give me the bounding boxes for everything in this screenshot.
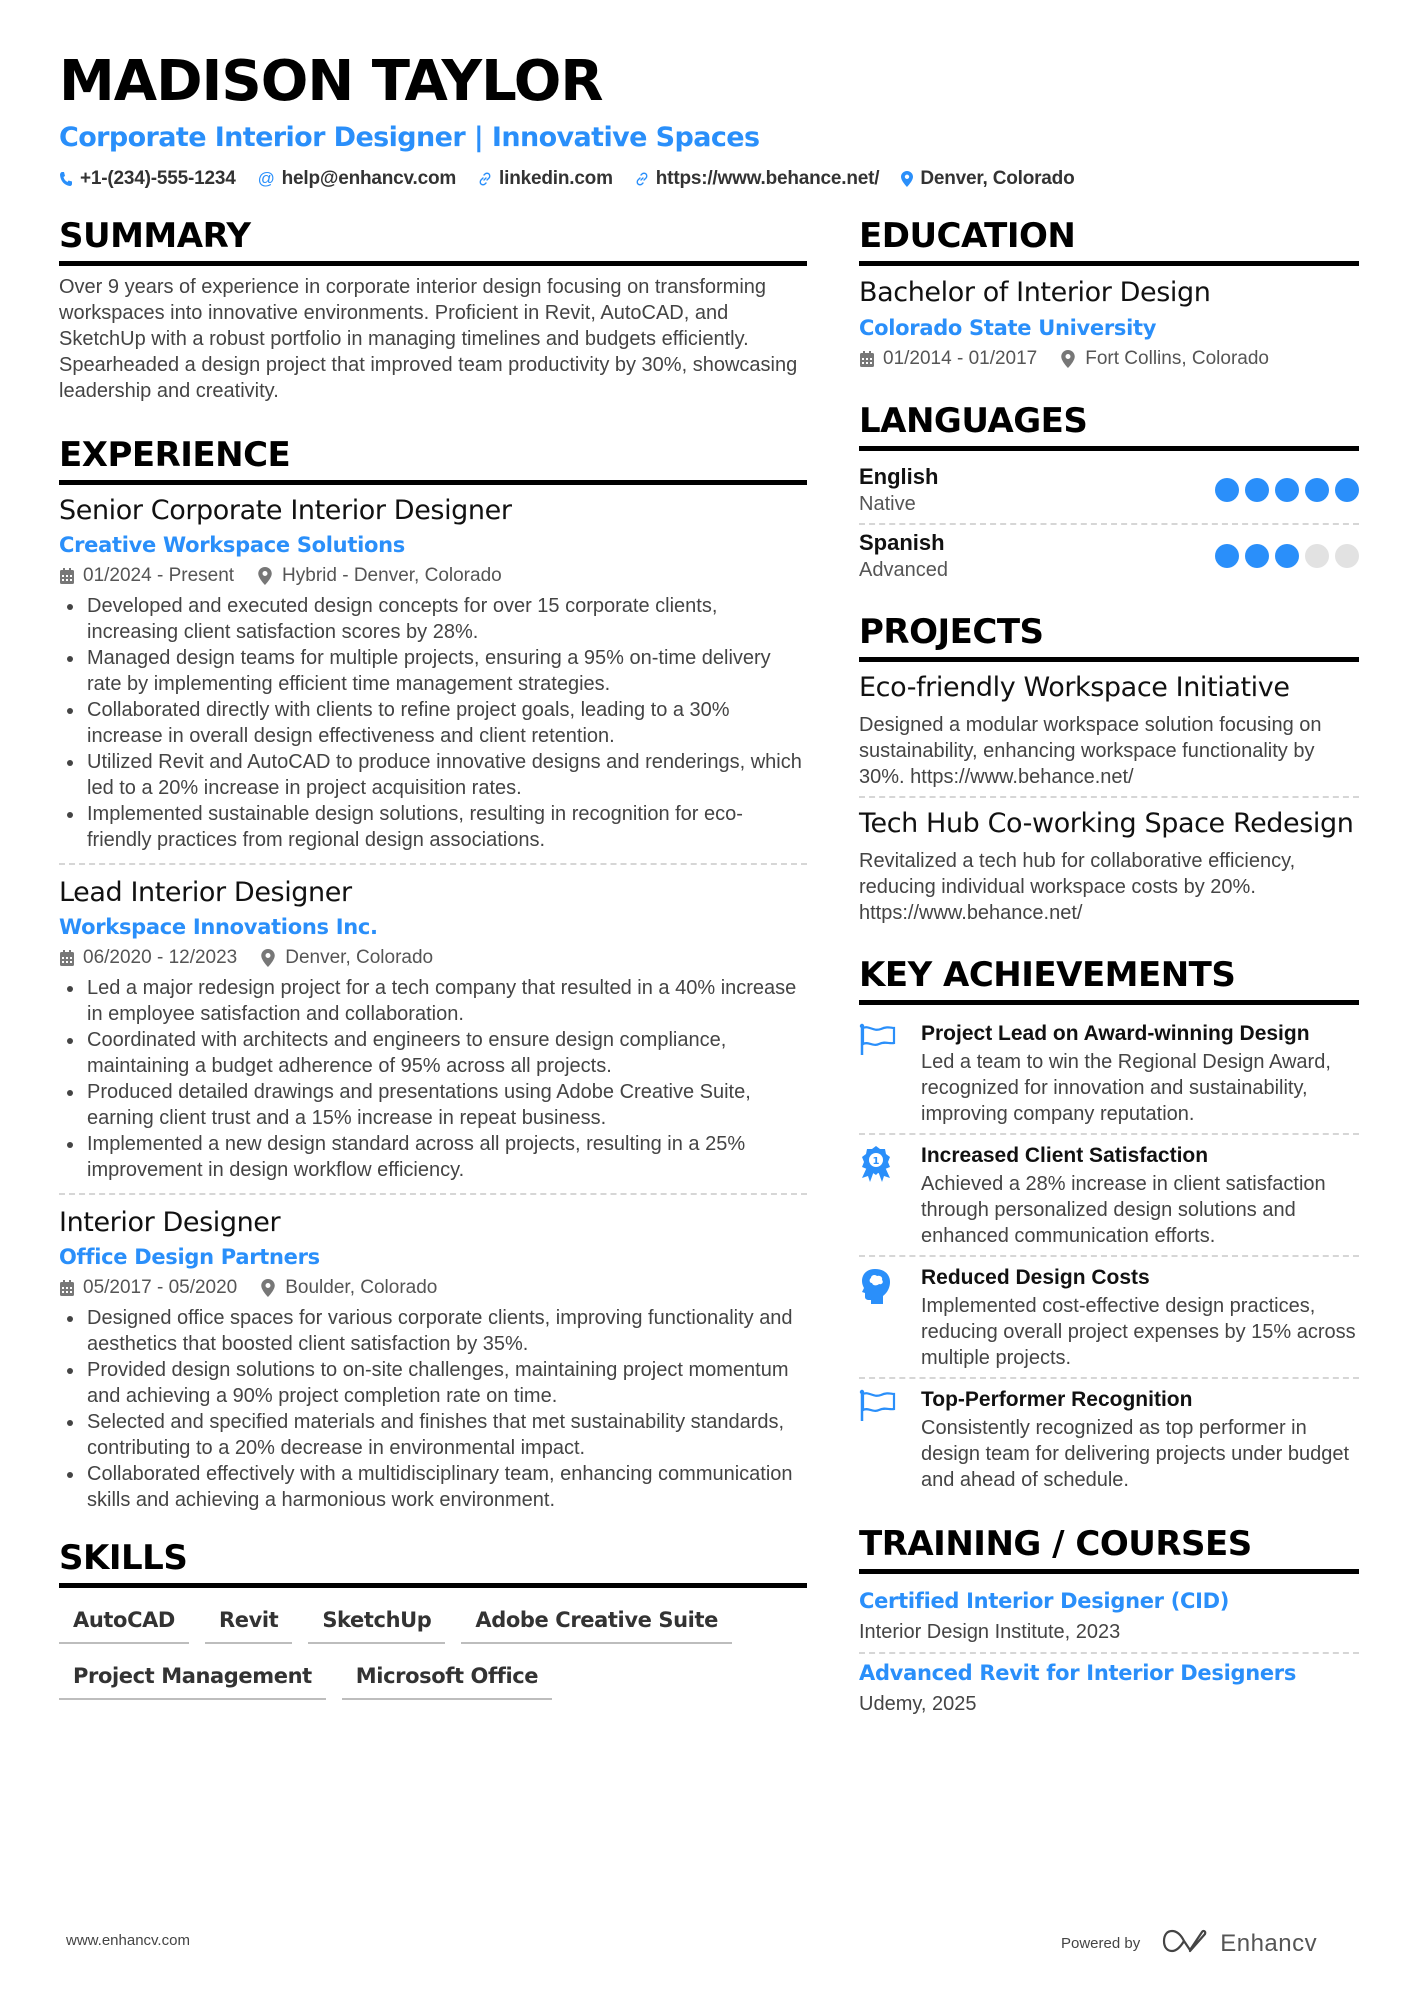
achievement-title: Top-Performer Recognition — [921, 1388, 1193, 1411]
job-bullet: Produced detailed drawings and presentations using Adobe Creative Suite, earning client trust and a 15% increase in repeat business. — [59, 1079, 807, 1131]
achievement-title: Reduced Design Costs — [921, 1266, 1150, 1289]
achievement-item — [859, 1135, 1359, 1257]
resume-header — [59, 48, 1359, 190]
project-item — [859, 806, 1359, 932]
job-bullet: Selected and specified materials and finishes that met sustainability standards, contributing to a 20% decrease in environmental impact. — [59, 1409, 807, 1461]
section-title-projects: PROJECTS — [859, 611, 1359, 662]
contact-row — [59, 168, 1359, 190]
job-meta — [59, 943, 807, 973]
phone-icon — [59, 171, 73, 187]
link-icon — [478, 172, 492, 186]
calendar-icon — [59, 567, 75, 585]
summary-section — [59, 215, 807, 404]
job-bullet: Implemented a new design standard across all projects, resulting in a 25% improvement in design workflow efficiency. — [59, 1131, 807, 1183]
job-location — [261, 943, 433, 973]
project-description: Designed a modular workspace solution focusing on sustainability, enhancing workspace functionality by 30%. https://www.behance.net/ — [859, 714, 1322, 788]
location-pin-icon — [901, 171, 913, 187]
course-item — [859, 1654, 1359, 1724]
language-rating — [1215, 478, 1359, 502]
job-bullet: Developed and executed design concepts for over 15 corporate clients, increasing client satisfaction scores by 28%. — [59, 593, 807, 645]
calendar-icon — [59, 949, 75, 967]
company-name: Creative Workspace Solutions — [59, 533, 405, 557]
achievement-description: Led a team to win the Regional Design Award, recognized for innovation and sustainability, improving company reputation. — [921, 1051, 1331, 1125]
job-dates — [59, 943, 237, 973]
rating-dot-filled — [1275, 544, 1299, 568]
job-bullet: Designed office spaces for various corporate clients, improving functionality and aesthetics that boosted client satisfaction by 35%. — [59, 1305, 807, 1357]
language-item — [859, 525, 1359, 589]
section-title-summary: SUMMARY — [59, 215, 807, 266]
job-bullets — [59, 1305, 807, 1513]
job-location-text: Denver, Colorado — [285, 947, 434, 968]
job-bullet: Managed design teams for multiple projects, ensuring a 95% on-time delivery rate by implementing efficient time management strategies. — [59, 645, 807, 697]
project-item — [859, 670, 1359, 798]
education-location-text: Fort Collins, Colorado — [1085, 348, 1269, 369]
achievement-title: Increased Client Satisfaction — [921, 1144, 1209, 1167]
job-dates — [59, 1273, 237, 1303]
job-title: Lead Interior Designer — [59, 877, 352, 908]
languages-section — [859, 400, 1359, 589]
location-pin-icon — [261, 1279, 277, 1297]
section-title-education: EDUCATION — [859, 215, 1359, 266]
job-title: Interior Designer — [59, 1207, 281, 1238]
section-title-achievements: KEY ACHIEVEMENTS — [859, 954, 1359, 1005]
contact-phone[interactable] — [59, 168, 236, 190]
calendar-icon — [859, 350, 875, 368]
infinity-heart-logo-icon — [1162, 1928, 1208, 1959]
experience-entry — [59, 1205, 807, 1523]
summary-text: Over 9 years of experience in corporate interior design focusing on transforming workspaces into innovative environments. Proficient in Revit, AutoCAD, and SketchUp with a robust portfolio in managing timelines and budgets efficiently. Spearheaded a design project that improved team productivity by 30%, showcasing leadership and creativity. — [59, 276, 798, 402]
job-location — [258, 561, 502, 591]
skill-tag: Adobe Creative Suite — [461, 1602, 732, 1644]
job-meta — [59, 561, 807, 591]
rating-dot-filled — [1215, 544, 1239, 568]
footer-branding — [1061, 1928, 1317, 1959]
course-provider: Interior Design Institute, 2023 — [859, 1621, 1121, 1643]
education-section — [859, 215, 1359, 374]
contact-phone-text: +1-(234)-555-1234 — [80, 168, 236, 189]
project-title: Tech Hub Co-working Space Redesign — [859, 808, 1354, 839]
job-bullet: Collaborated directly with clients to refine project goals, leading to a 30% increase in overall design effectiveness and client retention. — [59, 697, 807, 749]
rating-dot-filled — [1215, 478, 1239, 502]
language-item — [859, 459, 1359, 525]
job-bullets — [59, 975, 807, 1183]
footer-website-link[interactable]: www.enhancv.com — [66, 1932, 190, 1949]
section-title-experience: EXPERIENCE — [59, 434, 807, 485]
degree-title: Bachelor of Interior Design — [859, 277, 1211, 308]
award-ribbon-icon — [859, 1141, 899, 1249]
job-dates-text: 05/2017 - 05/2020 — [83, 1277, 238, 1298]
language-name: English — [859, 464, 939, 489]
contact-email[interactable] — [258, 168, 456, 190]
section-title-languages: LANGUAGES — [859, 400, 1359, 451]
job-location-text: Hybrid - Denver, Colorado — [282, 565, 502, 586]
contact-linkedin-text: linkedin.com — [499, 168, 613, 189]
language-name: Spanish — [859, 530, 945, 555]
language-rating — [1215, 544, 1359, 568]
experience-section — [59, 434, 807, 1523]
powered-by-label: Powered by — [1061, 1935, 1141, 1952]
skill-tag: Project Management — [59, 1658, 326, 1700]
location-pin-icon — [1061, 350, 1077, 368]
job-bullet: Led a major redesign project for a tech company that resulted in a 40% increase in employee satisfaction and collaboration. — [59, 975, 807, 1027]
skill-tag: Microsoft Office — [342, 1658, 552, 1700]
achievement-item — [859, 1379, 1359, 1499]
education-meta — [859, 344, 1359, 374]
job-bullet: Utilized Revit and AutoCAD to produce innovative designs and renderings, which led to a 20% increase in project acquisition rates. — [59, 749, 807, 801]
head-brain-icon — [859, 1263, 899, 1371]
contact-email-text: help@enhancv.com — [281, 168, 457, 189]
company-name: Workspace Innovations Inc. — [59, 915, 378, 939]
training-section — [859, 1523, 1359, 1724]
course-title: Certified Interior Designer (CID) — [859, 1589, 1230, 1613]
achievement-item — [859, 1257, 1359, 1379]
experience-entry — [59, 493, 807, 865]
project-description: Revitalized a tech hub for collaborative efficiency, reducing individual workspace costs by 20%. https://www.behance.net/ — [859, 850, 1296, 924]
contact-location-text: Denver, Colorado — [920, 168, 1075, 189]
job-bullet: Coordinated with architects and engineers to ensure design compliance, maintaining a budget adherence of 95% across all projects. — [59, 1027, 807, 1079]
right-column — [859, 215, 1359, 1724]
job-dates — [59, 561, 234, 591]
svg-text:1: 1 — [872, 1156, 880, 1167]
contact-linkedin[interactable] — [478, 168, 613, 190]
job-bullet: Collaborated effectively with a multidisciplinary team, enhancing communication skills and achieving a harmonious work environment. — [59, 1461, 807, 1513]
achievements-section — [859, 954, 1359, 1499]
brand-name: Enhancv — [1220, 1929, 1318, 1957]
job-location — [261, 1273, 437, 1303]
job-meta — [59, 1273, 807, 1303]
flag-icon — [859, 1019, 899, 1127]
section-title-training: TRAINING / COURSES — [859, 1523, 1359, 1574]
company-name: Office Design Partners — [59, 1245, 320, 1269]
rating-dot-filled — [1335, 478, 1359, 502]
education-dates — [859, 344, 1037, 374]
contact-portfolio[interactable] — [635, 168, 880, 190]
language-level: Native — [859, 493, 916, 515]
candidate-name: MADISON TAYLOR — [59, 49, 603, 114]
education-dates-text: 01/2014 - 01/2017 — [883, 348, 1038, 369]
location-pin-icon — [258, 567, 274, 585]
achievement-description: Consistently recognized as top performer in design team for delivering projects under budget and ahead of schedule. — [921, 1417, 1350, 1491]
achievement-description: Implemented cost-effective design practices, reducing overall project expenses by 15% across multiple projects. — [921, 1295, 1356, 1369]
skills-section — [59, 1537, 807, 1700]
location-pin-icon — [261, 949, 277, 967]
contact-location — [901, 168, 1074, 190]
language-level: Advanced — [859, 559, 948, 581]
job-bullet: Provided design solutions to on-site challenges, maintaining project momentum and achieving a 90% project completion rate on time. — [59, 1357, 807, 1409]
school-name: Colorado State University — [859, 316, 1157, 340]
achievement-description: Achieved a 28% increase in client satisfaction through personalized design solutions and enhanced communication efforts. — [921, 1173, 1326, 1247]
section-title-skills: SKILLS — [59, 1537, 807, 1588]
rating-dot-filled — [1305, 478, 1329, 502]
contact-portfolio-text: https://www.behance.net/ — [655, 168, 880, 189]
job-bullets — [59, 593, 807, 853]
rating-dot-filled — [1245, 544, 1269, 568]
rating-dot-filled — [1245, 478, 1269, 502]
rating-dot-empty — [1335, 544, 1359, 568]
candidate-tagline: Corporate Interior Designer | Innovative Spaces — [59, 122, 760, 153]
skill-tag: Revit — [205, 1602, 292, 1644]
achievement-title: Project Lead on Award-winning Design — [921, 1022, 1310, 1045]
skills-list — [59, 1602, 807, 1700]
flag-icon — [859, 1385, 899, 1493]
projects-section — [859, 611, 1359, 932]
link-icon — [635, 172, 649, 186]
job-dates-text: 01/2024 - Present — [83, 565, 235, 586]
education-location — [1061, 344, 1269, 374]
job-title: Senior Corporate Interior Designer — [59, 495, 512, 526]
course-item — [859, 1582, 1359, 1654]
experience-entry — [59, 875, 807, 1195]
course-provider: Udemy, 2025 — [859, 1693, 977, 1715]
skill-tag: AutoCAD — [59, 1602, 189, 1644]
job-dates-text: 06/2020 - 12/2023 — [83, 947, 238, 968]
project-title: Eco-friendly Workspace Initiative — [859, 672, 1290, 703]
course-title: Advanced Revit for Interior Designers — [859, 1661, 1297, 1685]
job-location-text: Boulder, Colorado — [285, 1277, 438, 1298]
job-bullet: Implemented sustainable design solutions, resulting in recognition for eco-friendly practices from regional design associations. — [59, 801, 807, 853]
skill-tag: SketchUp — [308, 1602, 445, 1644]
achievement-item — [859, 1013, 1359, 1135]
at-icon: @ — [257, 169, 275, 188]
calendar-icon — [59, 1279, 75, 1297]
rating-dot-filled — [1275, 478, 1299, 502]
brand-logo[interactable] — [1162, 1928, 1317, 1959]
rating-dot-empty — [1305, 544, 1329, 568]
left-column — [59, 215, 807, 1700]
